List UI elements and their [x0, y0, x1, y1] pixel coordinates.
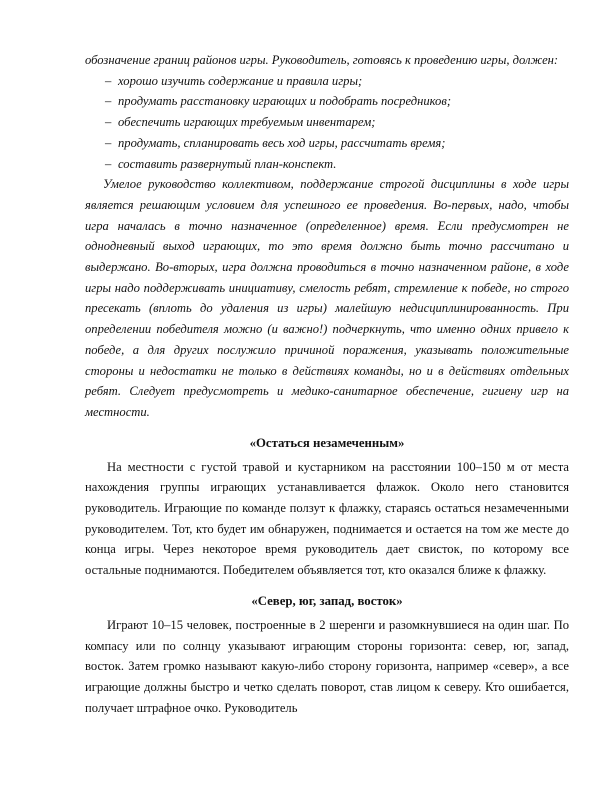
- section-title-north-south-west-east: «Север, юг, запад, восток»: [251, 593, 403, 608]
- section-title-stay-unnoticed: «Остаться незамеченным»: [249, 435, 405, 450]
- intro-lead: обозначение границ районов игры. Руководитель, готовясь к проведению игры, должен:: [85, 53, 559, 67]
- dash-marker: –: [105, 115, 112, 130]
- dash-marker: –: [105, 73, 112, 88]
- list-item: [105, 154, 569, 175]
- leadership-paragraph: Умелое руководство коллективом, поддержание строгой дисциплины в ходе игры является решающим условием для успешного ее проведения. Во-первых, надо, чтобы игра началась в точно назначенное (определенное) время. Если предусмотрен не однодневный выход играющих, то это время должно быть точно рассчитано и выдержано. Во-вторых, игра должна проводиться в точно назначенном районе, в ходе игры надо поддерживать инициативу, смелость ребят, стремление к победе, но строго пресекать (вплоть до удаления из игры) малейшую недисциплинированность. При определении победителя можно (и важно!) подчеркнуть, что именно одних привело к победе, а для других послужило причиной поражения, указывать положительные стороны и недостатки не только в действиях команды, но и в действиях отдельных ребят. Следует предусмотреть и медико-санитарное обеспечение, гигиену игр на местности.: [85, 177, 569, 419]
- requirements-list: [85, 71, 569, 175]
- list-item-text: хорошо изучить содержание и правила игры;: [118, 73, 363, 88]
- section-text-stay-unnoticed: На местности с густой травой и кустарником на расстоянии 100–150 м от места нахождения группы играющих устанавливается флажок. Около него становится руководитель. Играющие по команде ползут к флажку, стараясь остаться незамеченными руководителем. Тот, кто будет им обнаружен, поднимается и остается на том же месте до конца игры. Через некоторое время руководитель дает свисток, по которому все остальные поднимаются. Победителем объявляется тот, кто оказался ближе к флажку.: [85, 459, 569, 578]
- page-content: [85, 50, 569, 718]
- list-item-text: продумать, спланировать весь ход игры, рассчитать время;: [118, 135, 446, 150]
- list-item: [105, 91, 569, 112]
- dash-marker: –: [105, 94, 112, 109]
- dash-marker: –: [105, 156, 112, 171]
- section-text-north-south-west-east: Играют 10–15 человек, построенные в 2 шеренги и разомкнувшиеся на один шаг. По компасу или по солнцу указывают играющим стороны горизонта: север, юг, запад, восток. Затем громко называют какую-либо сторону горизонта, например «север», а все играющие должны быстро и четко сделать поворот, став лицом к северу. Кто ошибается, получает штрафное очко. Руководитель: [85, 617, 569, 715]
- list-item-text: продумать расстановку играющих и подобрать посредников;: [118, 94, 452, 109]
- list-item: [105, 112, 569, 133]
- list-item: [105, 133, 569, 154]
- list-item-text: составить развернутый план-конспект.: [118, 156, 337, 171]
- dash-marker: –: [105, 135, 112, 150]
- list-item: [105, 71, 569, 92]
- list-item-text: обеспечить играющих требуемым инвентарем;: [118, 115, 376, 130]
